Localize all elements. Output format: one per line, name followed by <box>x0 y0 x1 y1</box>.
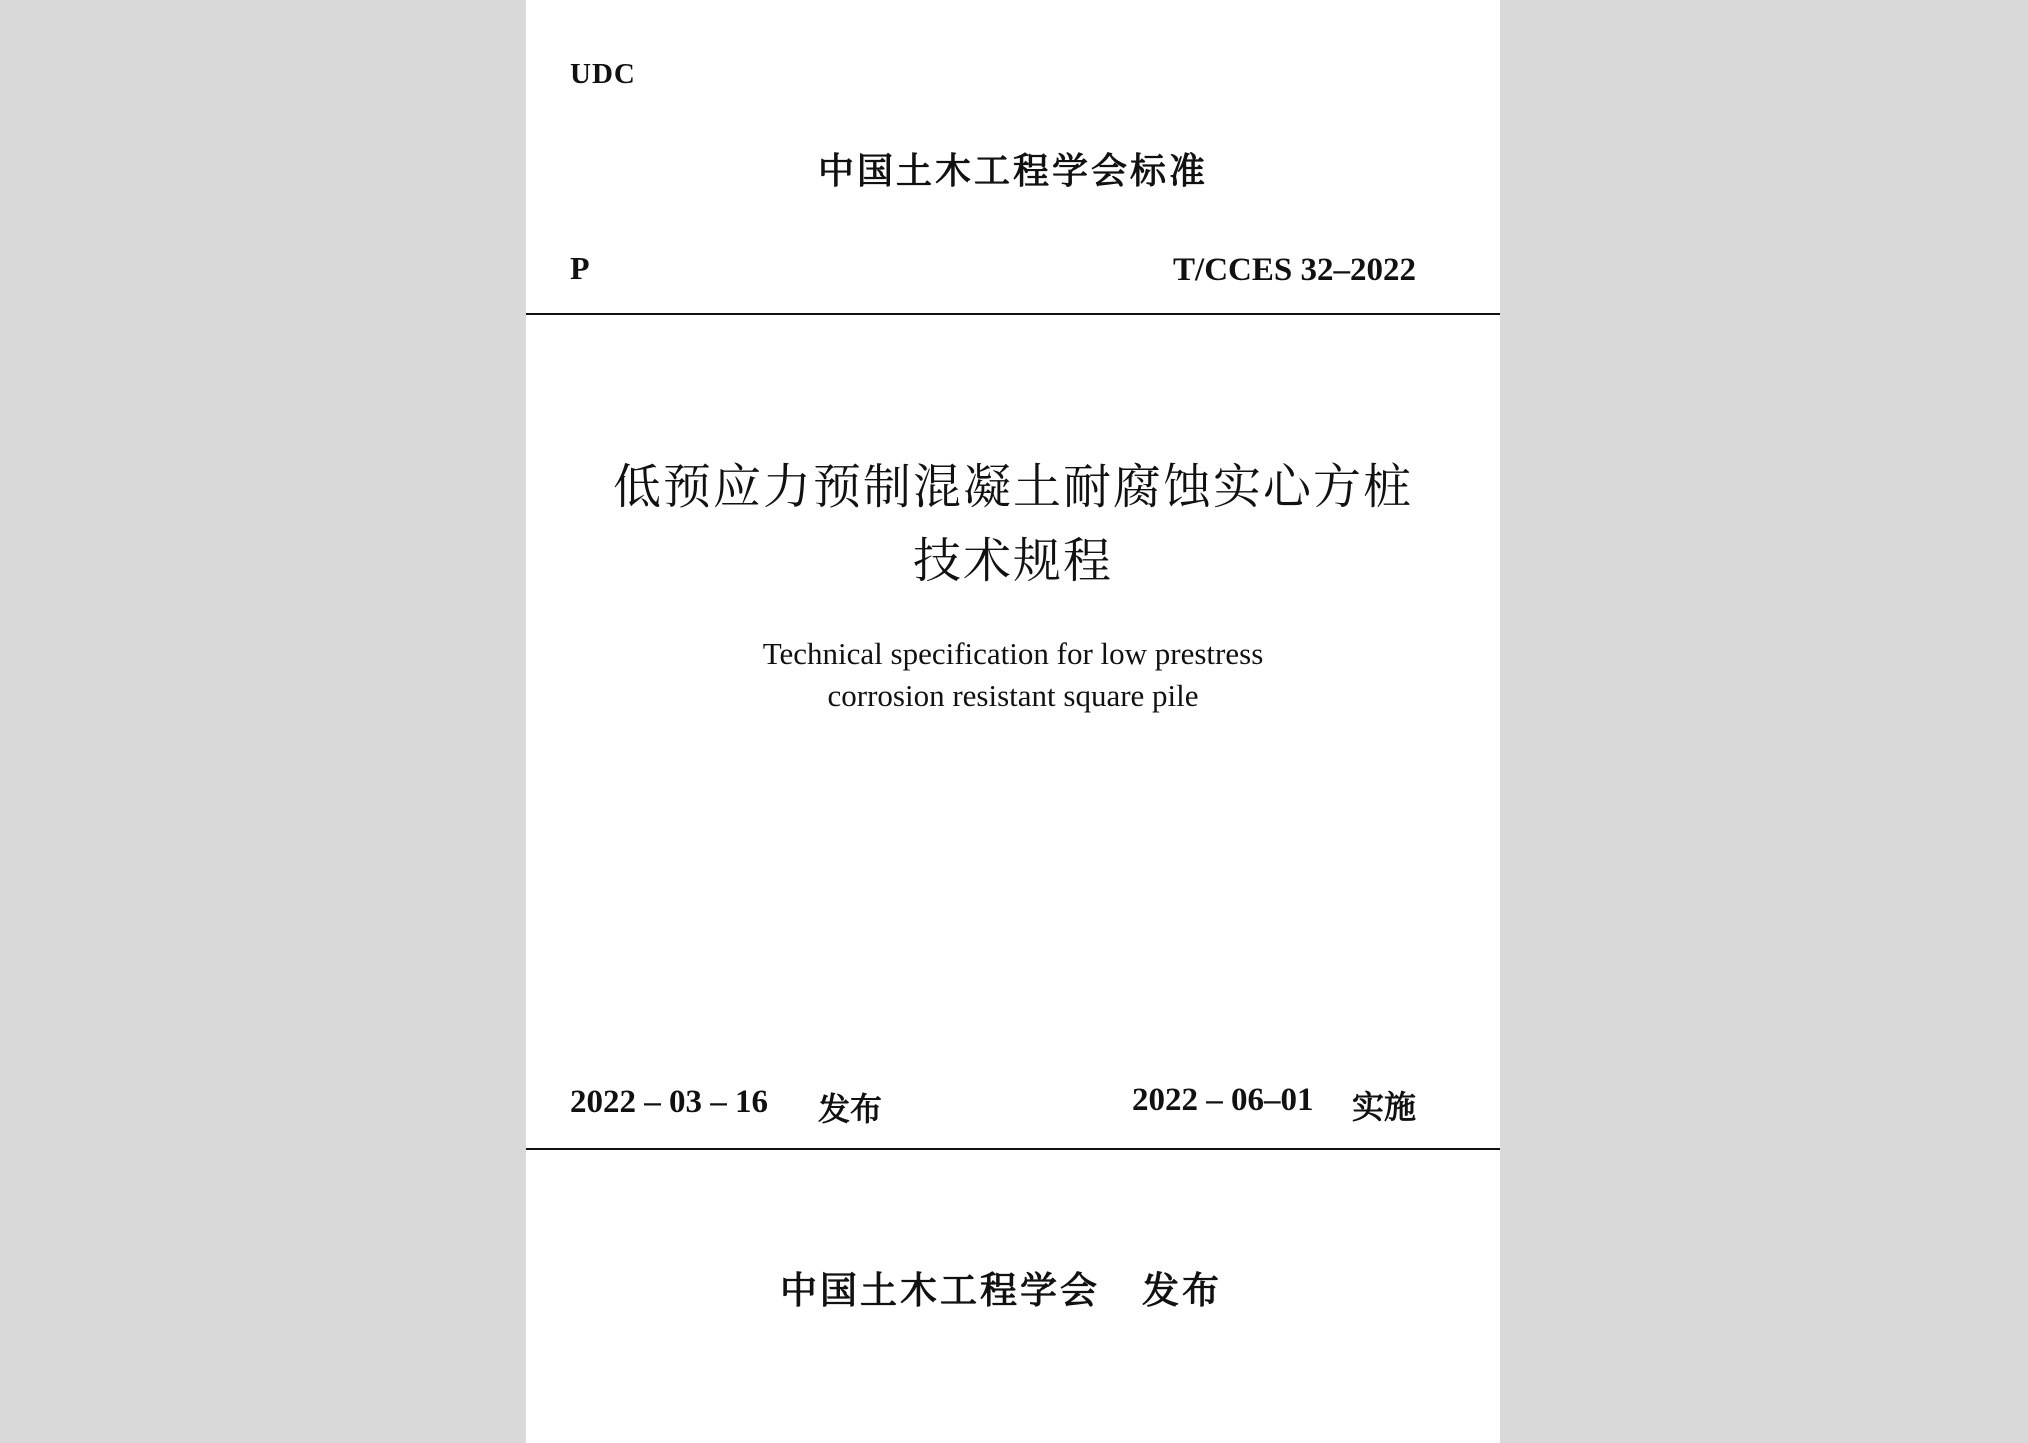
title-en-line1: Technical specification for low prestress <box>762 636 1264 671</box>
bottom-divider <box>526 1148 1500 1150</box>
title-cn-line1: 低预应力预制混凝土耐腐蚀实心方桩 <box>612 459 1413 515</box>
document-page <box>526 0 1500 1443</box>
issue-date: 2022 – 03 – 16 <box>570 1084 768 1120</box>
top-divider <box>526 313 1500 315</box>
standard-number: T/CCES 32–2022 <box>1173 252 1416 288</box>
effective-label: 实施 <box>1352 1088 1417 1126</box>
publisher-label: 发布 <box>1142 1269 1222 1312</box>
title-cn-line2: 技术规程 <box>912 533 1113 589</box>
title-en-line2: corrosion resistant square pile <box>827 678 1199 713</box>
organization-standard-header: 中国土木工程学会标准 <box>817 151 1208 192</box>
effective-date: 2022 – 06–01 <box>1132 1082 1314 1118</box>
classification-code: P <box>570 250 590 286</box>
udc-label: UDC <box>570 58 636 90</box>
publisher-name: 中国土木工程学会 <box>780 1269 1100 1312</box>
issue-label: 发布 <box>818 1090 883 1128</box>
